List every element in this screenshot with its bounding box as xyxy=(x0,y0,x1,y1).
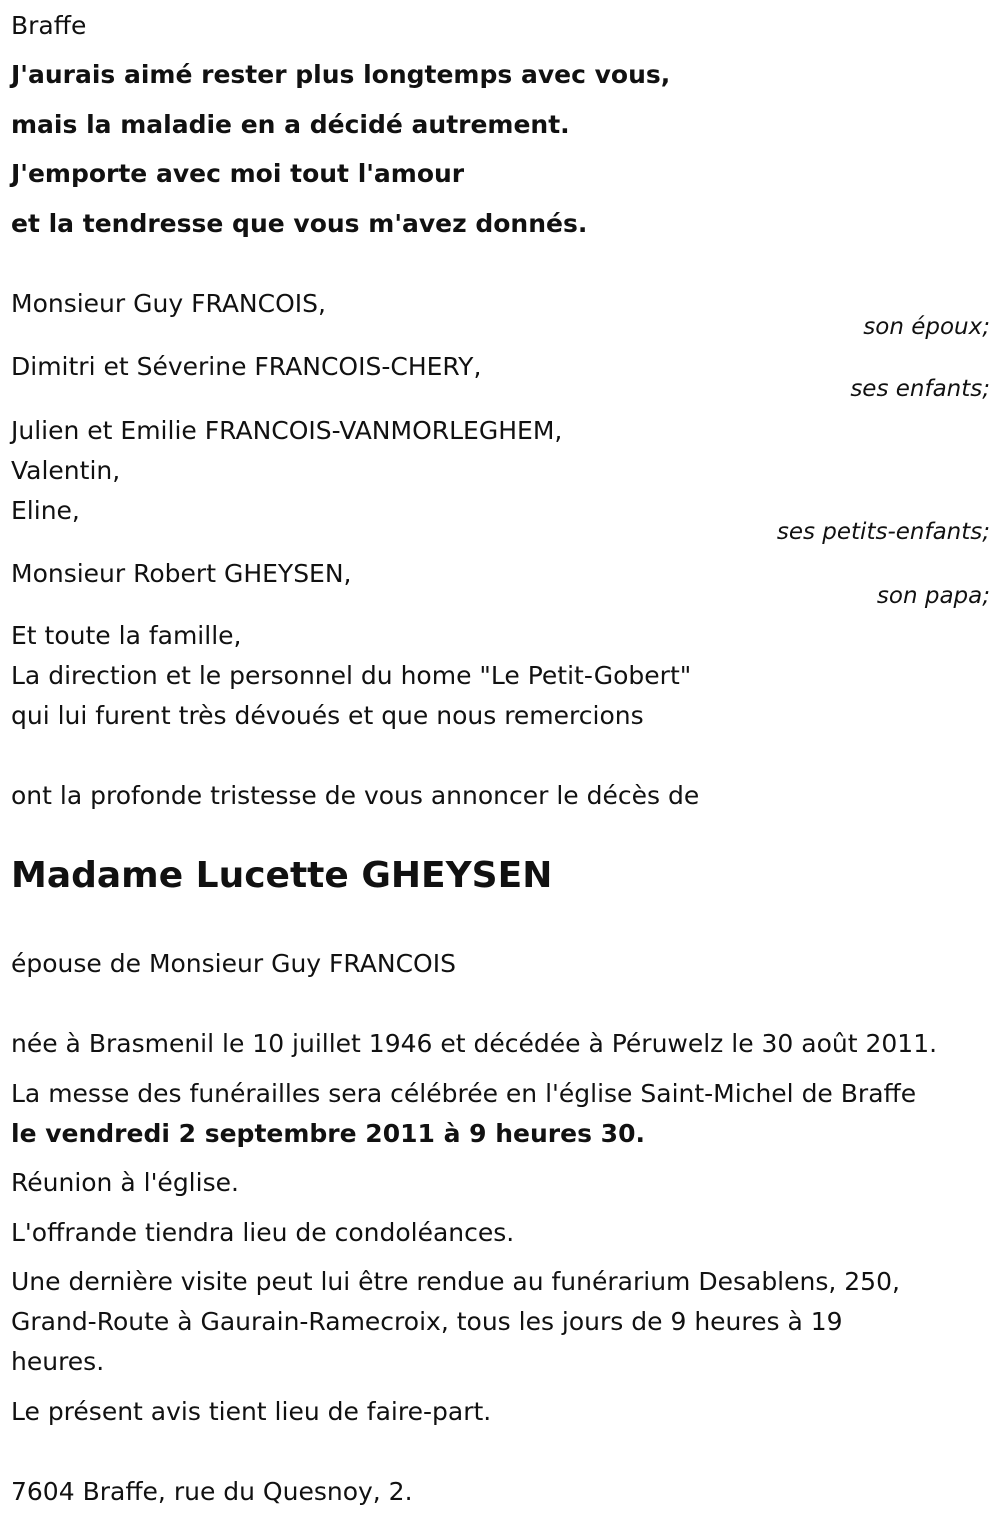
relation-father: son papa; xyxy=(876,583,990,609)
spouse-line: épouse de Monsieur Guy FRANCOIS xyxy=(11,949,456,978)
birth-death: née à Brasmenil le 10 juillet 1946 et décédée à Péruwelz le 30 août 2011. xyxy=(11,1029,938,1058)
deceased-name: Madame Lucette GHEYSEN xyxy=(11,855,553,896)
poem-line-2: mais la maladie en a décidé autrement. xyxy=(11,110,570,139)
visit-line-2: Grand-Route à Gaurain-Ramecroix, tous les jours de 9 heures à 19 xyxy=(11,1307,843,1336)
reunion: Réunion à l'église. xyxy=(11,1168,239,1197)
poem-line-4: et la tendresse que vous m'avez donnés. xyxy=(11,209,588,238)
poem-line-3: J'emporte avec moi tout l'amour xyxy=(11,159,465,188)
mass-line-2: le vendredi 2 septembre 2011 à 9 heures 30. xyxy=(11,1119,645,1148)
family-children: Dimitri et Séverine FRANCOIS-CHERY, xyxy=(11,352,482,381)
family-father: Monsieur Robert GHEYSEN, xyxy=(11,559,352,588)
relation-children: ses enfants; xyxy=(850,376,990,402)
notice: Le présent avis tient lieu de faire-part. xyxy=(11,1397,492,1426)
family-spouse: Monsieur Guy FRANCOIS, xyxy=(11,289,326,318)
poem-line-1: J'aurais aimé rester plus longtemps avec vous, xyxy=(11,60,671,89)
family-others-1: Et toute la famille, xyxy=(11,621,242,650)
family-grandchildren-3: Eline, xyxy=(11,496,80,525)
place-heading: Braffe xyxy=(11,11,87,40)
family-grandchildren-2: Valentin, xyxy=(11,456,121,485)
relation-spouse: son époux; xyxy=(863,314,990,340)
address: 7604 Braffe, rue du Quesnoy, 2. xyxy=(11,1477,413,1506)
mass-line-1: La messe des funérailles sera célébrée en l'église Saint-Michel de Braffe xyxy=(11,1079,917,1108)
announcement: ont la profonde tristesse de vous annoncer le décès de xyxy=(11,781,700,810)
family-grandchildren-1: Julien et Emilie FRANCOIS-VANMORLEGHEM, xyxy=(11,416,563,445)
visit-line-1: Une dernière visite peut lui être rendue au funérarium Desablens, 250, xyxy=(11,1267,900,1296)
family-others-2: La direction et le personnel du home "Le Petit-Gobert" xyxy=(11,661,692,690)
relation-grandchildren: ses petits-enfants; xyxy=(776,519,990,545)
offering: L'offrande tiendra lieu de condoléances. xyxy=(11,1218,515,1247)
family-others-3: qui lui furent très dévoués et que nous remercions xyxy=(11,701,644,730)
visit-line-3: heures. xyxy=(11,1347,105,1376)
